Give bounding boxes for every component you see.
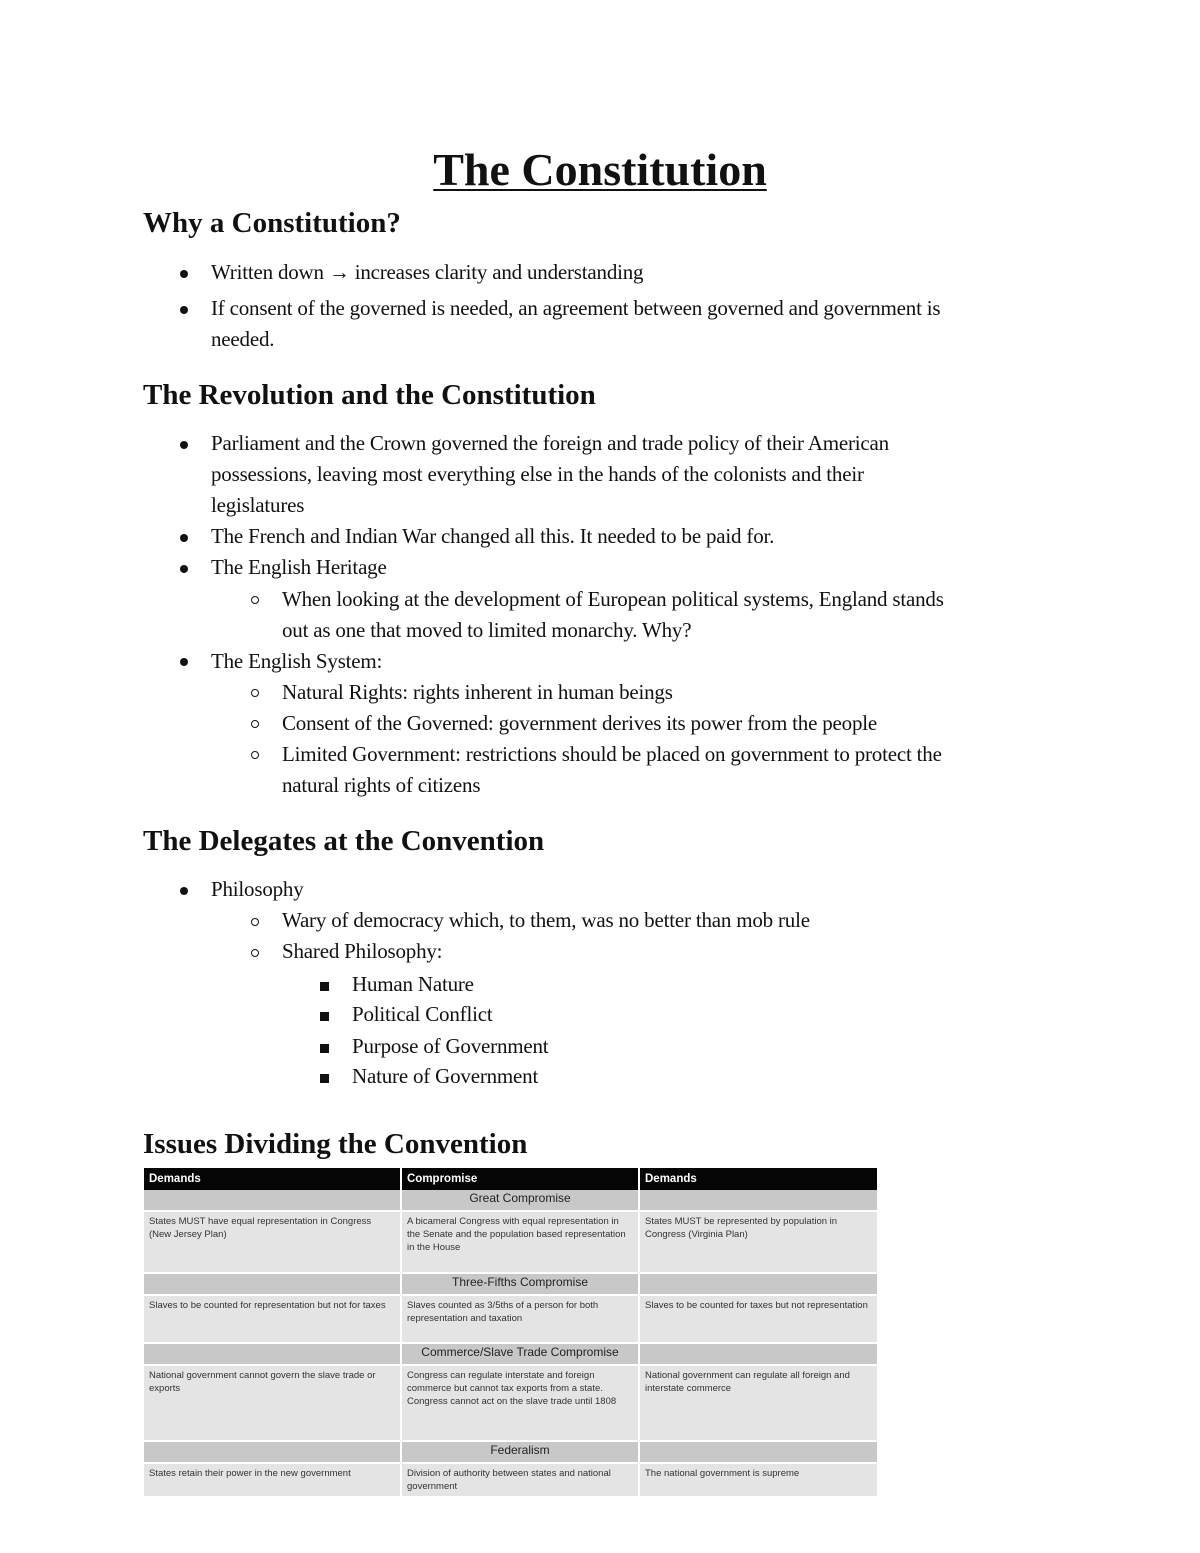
table-cell-compromise: A bicameral Congress with equal representation in the Senate and the population based representation in the House bbox=[401, 1211, 639, 1273]
square-bullet-icon bbox=[320, 1012, 329, 1021]
list-item-continued: possessions, leaving most everything else in the hands of the colonists and their bbox=[211, 462, 864, 486]
square-bullet-icon bbox=[320, 982, 329, 991]
list-item: If consent of the governed is needed, an agreement between governed and government is bbox=[211, 296, 941, 320]
compromise-name: Federalism bbox=[401, 1441, 639, 1463]
column-header-demands-right: Demands bbox=[639, 1168, 877, 1190]
table-row bbox=[144, 1211, 877, 1273]
sub-sub-list-item: Political Conflict bbox=[352, 1002, 493, 1026]
compromise-title-row bbox=[144, 1273, 877, 1295]
sub-list-item: Consent of the Governed: government derives its power from the people bbox=[282, 711, 878, 735]
table-cell-right-demand: National government can regulate all foreign and interstate commerce bbox=[639, 1365, 877, 1441]
table-cell-left-demand: Slaves to be counted for representation but not for taxes bbox=[144, 1295, 401, 1343]
compromise-title-row bbox=[144, 1441, 877, 1463]
sub-list-item: Shared Philosophy: bbox=[282, 939, 443, 963]
column-header-demands-left: Demands bbox=[144, 1168, 401, 1190]
table-cell-left-demand: States MUST have equal representation in Congress (New Jersey Plan) bbox=[144, 1211, 401, 1273]
table-cell-right-demand: The national government is supreme bbox=[639, 1463, 877, 1497]
table-cell-left-demand: States retain their power in the new government bbox=[144, 1463, 401, 1497]
sub-list-item: Limited Government: restrictions should be placed on government to protect the bbox=[282, 742, 942, 766]
compromise-title-row bbox=[144, 1343, 877, 1365]
compromise-name: Three-Fifths Compromise bbox=[401, 1273, 639, 1295]
circle-bullet-icon bbox=[251, 596, 259, 604]
bullet-icon bbox=[180, 441, 188, 449]
list-item-continued: legislatures bbox=[211, 493, 305, 517]
sub-list-item: Natural Rights: rights inherent in human beings bbox=[282, 680, 673, 704]
table-row bbox=[144, 1295, 877, 1343]
table-row bbox=[144, 1463, 877, 1497]
section-heading-why: Why a Constitution? bbox=[143, 207, 401, 239]
circle-bullet-icon bbox=[251, 918, 259, 926]
section-heading-delegates: The Delegates at the Convention bbox=[143, 825, 545, 857]
sub-sub-list-item: Purpose of Government bbox=[352, 1034, 549, 1058]
table-row bbox=[144, 1365, 877, 1441]
table-header-row bbox=[144, 1168, 877, 1190]
list-item: Parliament and the Crown governed the foreign and trade policy of their American bbox=[211, 431, 889, 455]
sub-sub-list-item: Nature of Government bbox=[352, 1064, 539, 1088]
bullet-icon bbox=[180, 887, 188, 895]
table-cell-right-demand: Slaves to be counted for taxes but not representation bbox=[639, 1295, 877, 1343]
table-cell-left-demand: National government cannot govern the slave trade or exports bbox=[144, 1365, 401, 1441]
issues-table bbox=[144, 1168, 877, 1498]
square-bullet-icon bbox=[320, 1074, 329, 1083]
page-title: The Constitution bbox=[433, 144, 767, 195]
sub-sub-list-item: Human Nature bbox=[352, 972, 474, 996]
list-item: The French and Indian War changed all this. It needed to be paid for. bbox=[211, 524, 775, 548]
list-item: Philosophy bbox=[211, 877, 304, 901]
compromise-title-row bbox=[144, 1190, 877, 1211]
list-item: The English Heritage bbox=[211, 555, 387, 579]
circle-bullet-icon bbox=[251, 689, 259, 697]
list-item: The English System: bbox=[211, 649, 383, 673]
list-item-continued: needed. bbox=[211, 327, 275, 351]
circle-bullet-icon bbox=[251, 751, 259, 759]
table-cell-compromise: Slaves counted as 3/5ths of a person for both representation and taxation bbox=[401, 1295, 639, 1343]
section-heading-revolution: The Revolution and the Constitution bbox=[143, 379, 596, 411]
sub-list-item: When looking at the development of European political systems, England stands bbox=[282, 587, 944, 611]
bullet-icon bbox=[180, 306, 188, 314]
table-cell-compromise: Division of authority between states and national government bbox=[401, 1463, 639, 1497]
sub-list-item: Wary of democracy which, to them, was no better than mob rule bbox=[282, 908, 810, 932]
circle-bullet-icon bbox=[251, 720, 259, 728]
compromise-name: Commerce/Slave Trade Compromise bbox=[401, 1343, 639, 1365]
table-cell-compromise: Congress can regulate interstate and foreign commerce but cannot tax exports from a state. Congress cannot act on the slave trade until 1808 bbox=[401, 1365, 639, 1441]
sub-list-item-continued: natural rights of citizens bbox=[282, 773, 481, 797]
square-bullet-icon bbox=[320, 1044, 329, 1053]
bullet-icon bbox=[180, 270, 188, 278]
table-cell-right-demand: States MUST be represented by population in Congress (Virginia Plan) bbox=[639, 1211, 877, 1273]
column-header-compromise: Compromise bbox=[401, 1168, 639, 1190]
compromise-name: Great Compromise bbox=[401, 1190, 639, 1211]
bullet-icon bbox=[180, 534, 188, 542]
section-heading-issues: Issues Dividing the Convention bbox=[143, 1128, 528, 1160]
bullet-icon bbox=[180, 658, 188, 666]
bullet-icon bbox=[180, 565, 188, 573]
circle-bullet-icon bbox=[251, 949, 259, 957]
sub-list-item-continued: out as one that moved to limited monarchy. Why? bbox=[282, 618, 692, 642]
list-item: Written down → increases clarity and understanding bbox=[211, 260, 644, 284]
